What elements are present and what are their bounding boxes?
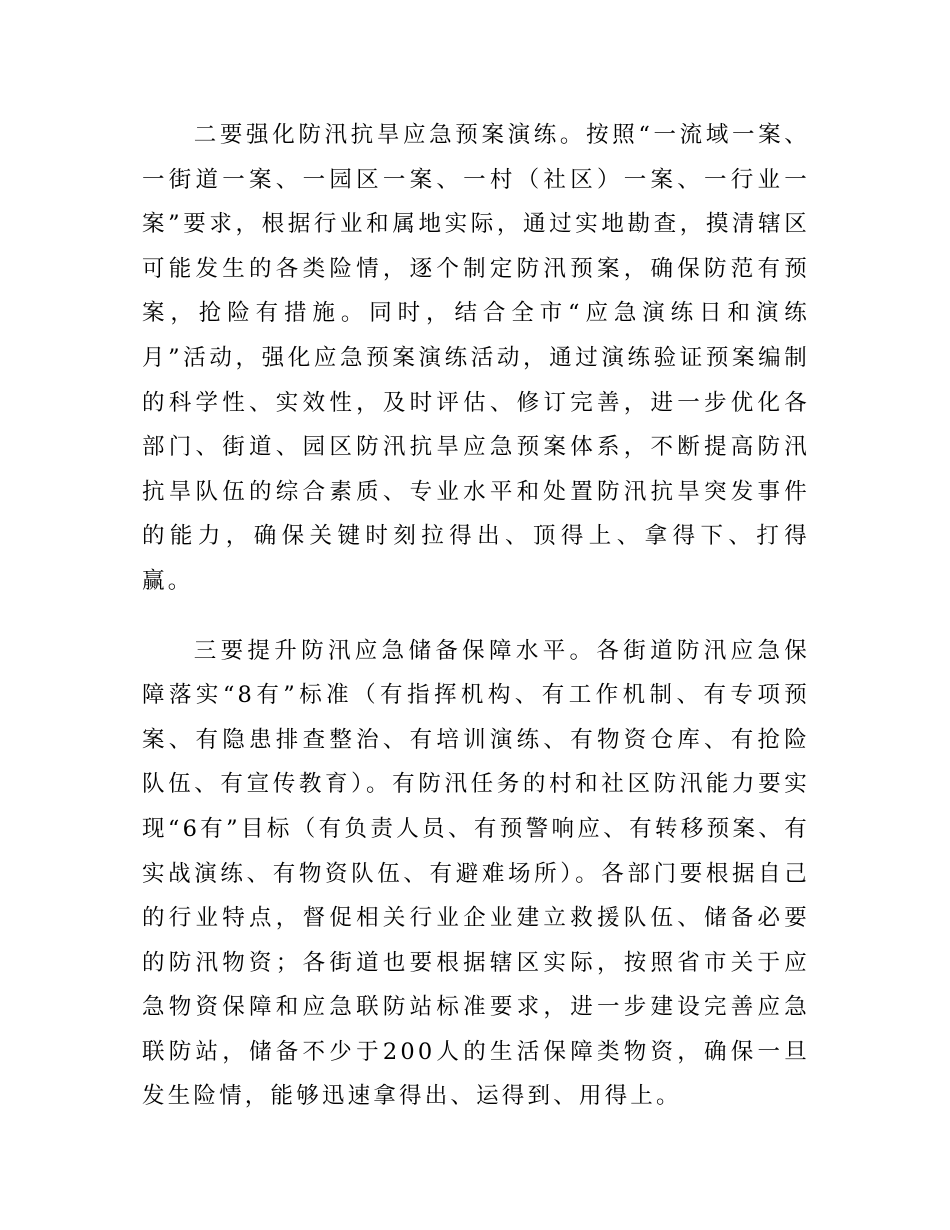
paragraph-emergency-reserve-support: 三要提升防汛应急储备保障水平。各街道防汛应急保障落实“8有”标准（有指挥机构、有工作机制、有专项预案、有隐患排查整治、有培训演练、有物资仓库、有抢险队伍、有宣传教育）。有防汛任务的村和社区防汛能力要实现“6有”目标（有负责人员、有预警响应、有转移预案、有实战演练、有物资队伍、有避难场所）。各部门要根据自己的行业特点，督促相关行业企业建立救援队伍、储备必要的防汛物资；各街道也要根据辖区实际，按照省市关于应急物资保障和应急联防站标准要求，进一步建设完善应急联防站，储备不少于200人的生活保障类物资，确保一旦发生险情，能够迅速拿得出、运得到、用得上。 bbox=[142, 637, 810, 1110]
document-body bbox=[142, 113, 810, 1119]
paragraph-emergency-plan-drill: 二要强化防汛抗旱应急预案演练。按照“一流域一案、一街道一案、一园区一案、一村（社区）一案、一行业一案”要求，根据行业和属地实际，通过实地勘查，摸清辖区可能发生的各类险情，逐个制定防汛预案，确保防范有预案，抢险有措施。同时，结合全市“应急演练日和演练月”活动，强化应急预案演练活动，通过演练验证预案编制的科学性、实效性，及时评估、修订完善，进一步优化各部门、街道、园区防汛抗旱应急预案体系，不断提高防汛抗旱队伍的综合素质、专业水平和处置防汛抗旱突发事件的能力，确保关键时刻拉得出、顶得上、拿得下、打得赢。 bbox=[142, 122, 810, 594]
